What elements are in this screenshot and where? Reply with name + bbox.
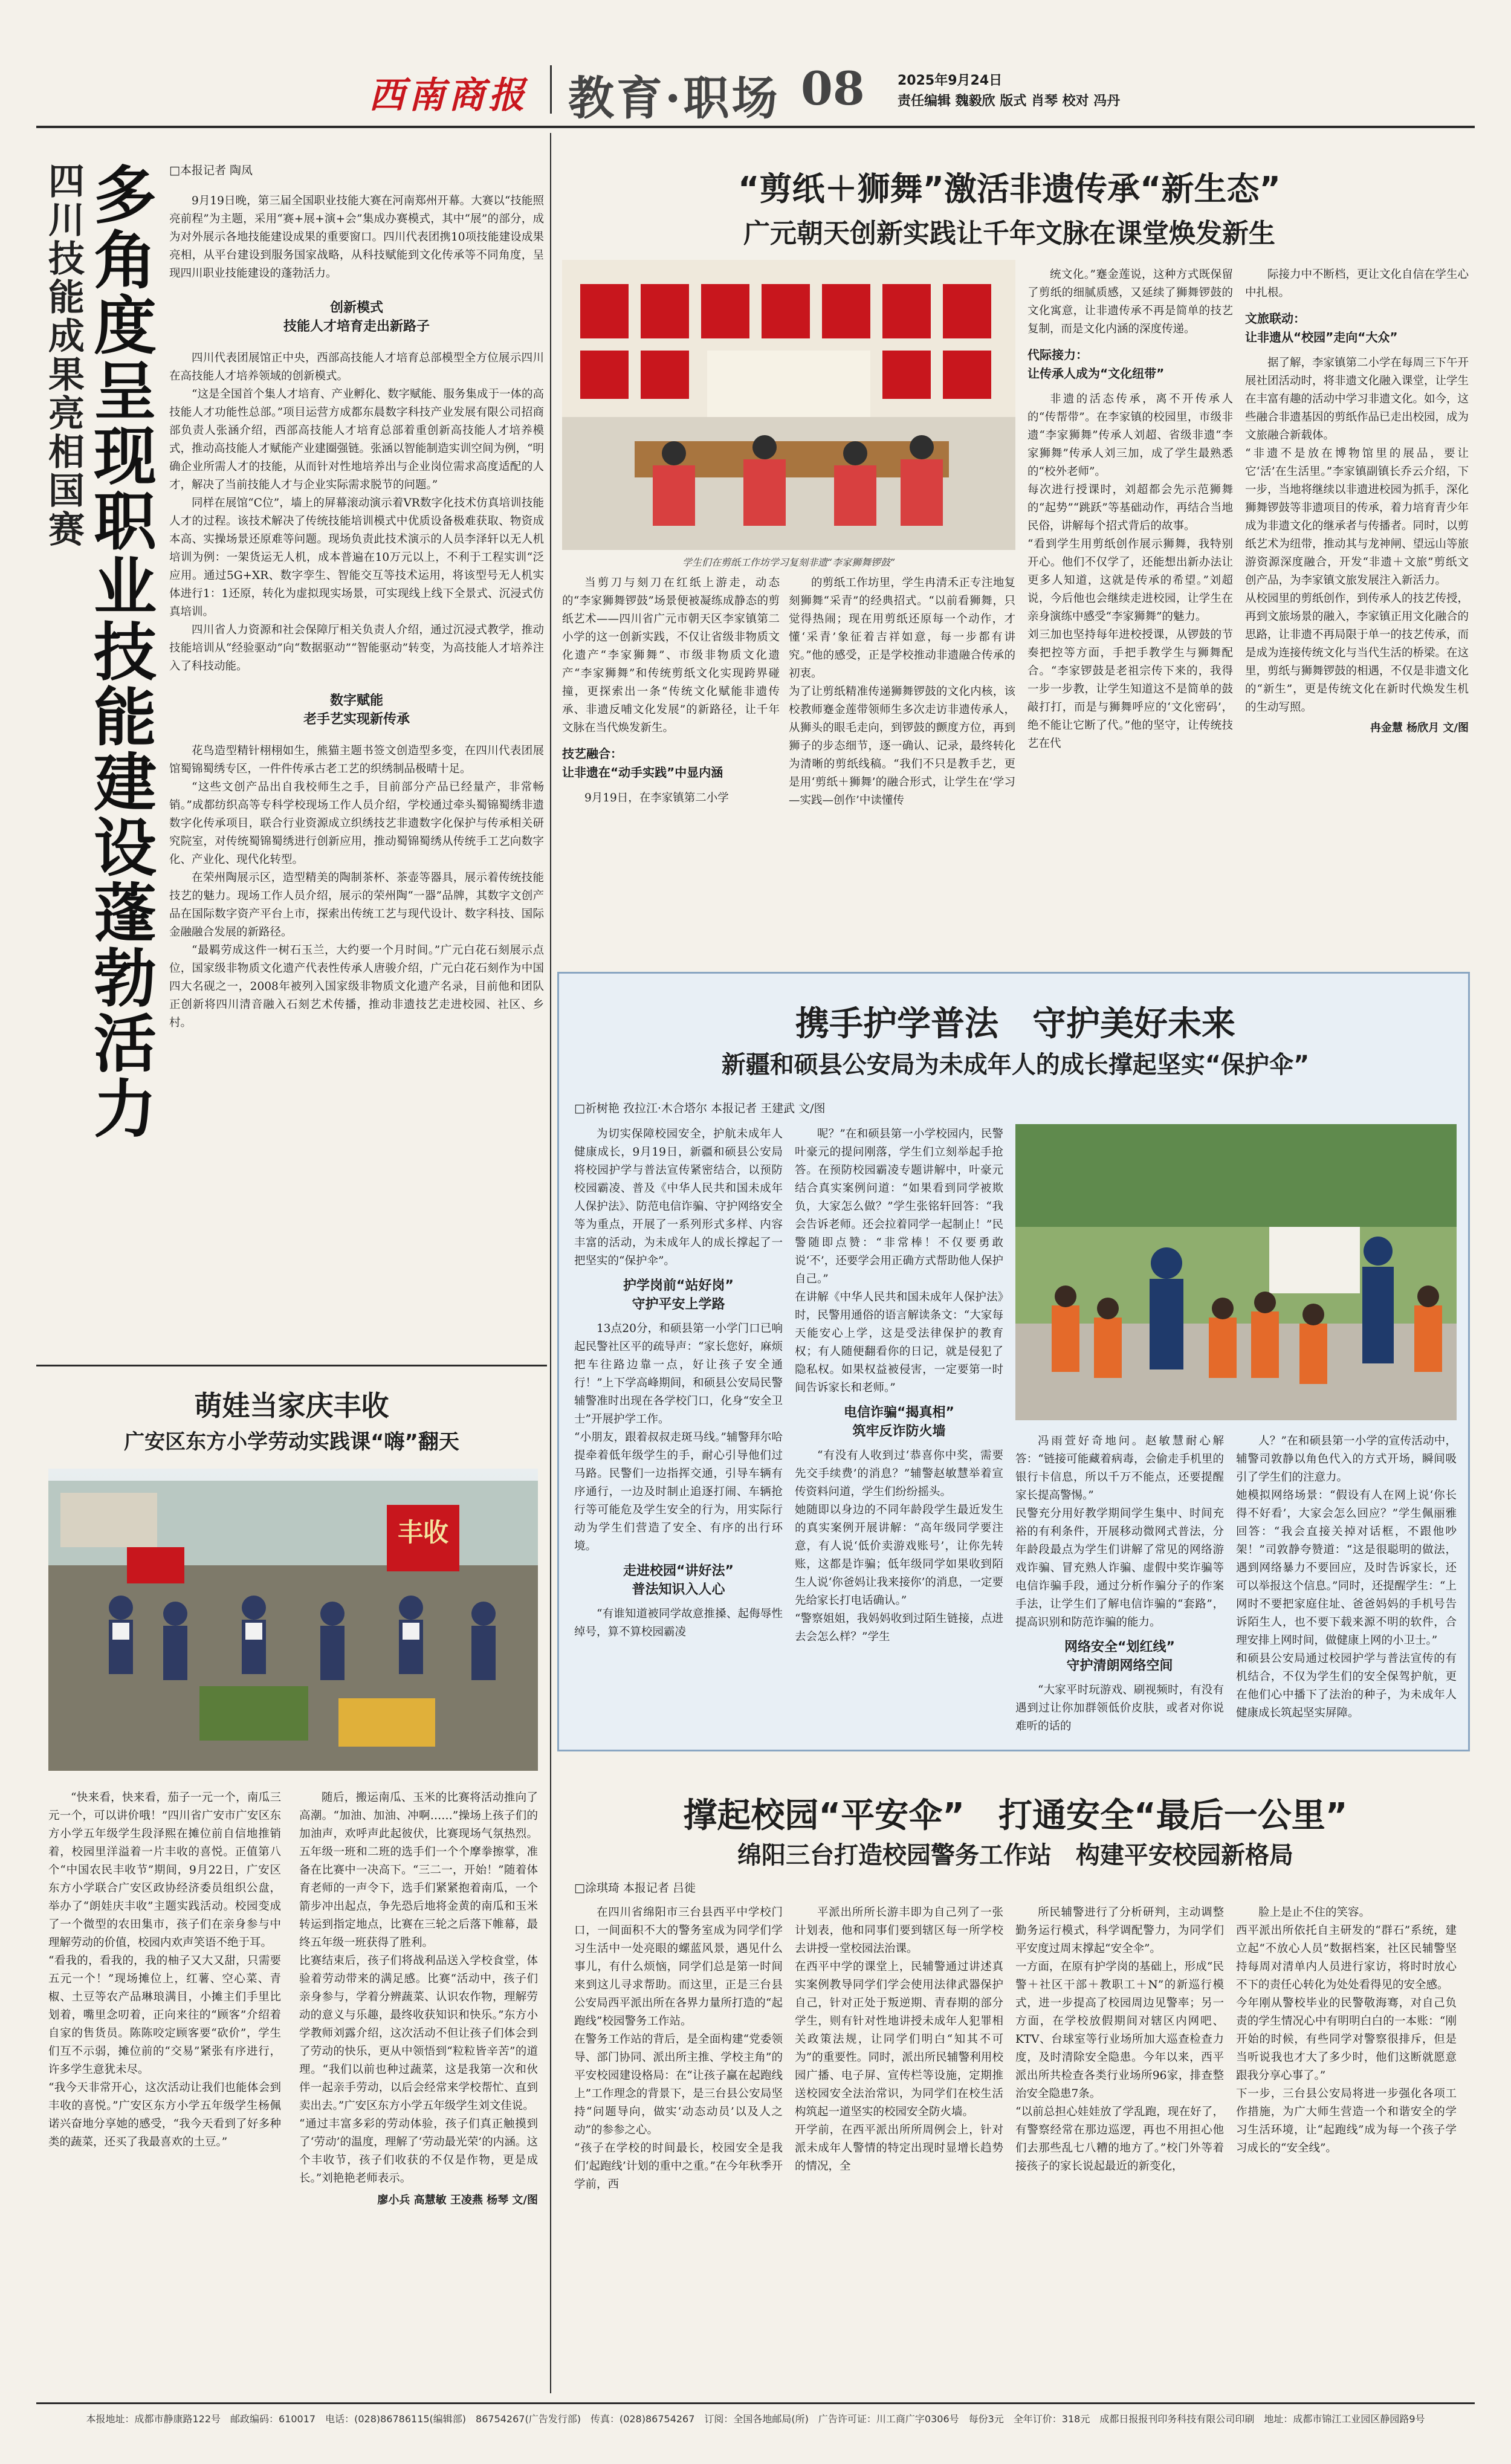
story3-title: 萌娃当家庆丰收: [194, 1389, 389, 1422]
story4-text: 冯雨萱好奇地问。赵敏慧耐心解答：“链接可能藏着病毒，会偷走手机里的银行卡信息，所以千万不能点，还要提醒家长提高警惕。” 民警充分用好教学期间学生集中、时间充裕的有利条件，开展移动微网式普法，分年龄段最点为学生们讲解了常见的网络游戏诈骗、冒充熟人诈骗、虚假中奖诈骗等电信诈骗手段，通过分析作骗分子的作案手法，让学生们了解电信诈骗的“套路”，提高识别和防范诈骗的能力。: [1015, 1435, 1224, 1629]
story5-text: 在四川省绵阳市三台县西平中学校门口，一间面积不大的警务室成为同学们学习生活中一处亮眼的螺蓝风景，遇见什么事儿，有什么烦恼，同学们总是第一时间来到这儿寻求帮助。而这里，正是三台县公安局西平派出所在各界力量所打造的“起跑线”校园警务工作站。 在警务工作站的背后，是全面构建“党委领导、部门协同、派出所主推、学校主角”的平安校园建设格局：在“让孩子赢在起跑线上”工作理念的背景下，是三台县公安局坚持“问题导向，做实‘动态动员’以及人之动”的参参之心。 “孩子在学校的时间最长，校园安全是我们‘起跑线’计划的重中之重。”在今年秋季开学前，西: [574, 1906, 783, 2191]
story3-col-2: [299, 1789, 538, 2210]
story2-col-1: [562, 574, 780, 807]
story1-paragraph: 花鸟造型精针栩栩如生，熊猫主题书签文创造型多变，在四川代表团展馆蜀锦蜀绣专区，一件件传承古老工艺的织绣制品极晴十足。: [169, 745, 544, 775]
left-column-divider: [36, 1365, 547, 1366]
story4-subhead-1: 护学岗前“站好岗” 守护平安上学路: [623, 1278, 734, 1312]
story4-subhead-2: 走进校园“讲好法” 普法知识入人心: [623, 1563, 734, 1597]
vertical-column-rule: [550, 133, 551, 2393]
story4-text: 呢？”在和硕县第一小学校园内，民警叶豪元的提问刚落，学生们立刻举起手抢答。在预防校园霸凌专题讲解中，叶豪元结合真实案例问道：“如果看到同学被欺负，大家怎么做？”学生张铭轩回答：“我会告诉老师。还会拉着同学一起制止！”民警随即点赞：“非常棒！不仅要勇敢说‘不’，还要学会用正确方式帮助他人保护自己。” 在讲解《中华人民共和国未成年人保护法》时，民警用通俗的语言解读条文：“大家每天能安心上学，这是受法律保护的教育权；有人随便翻看你的日记，就是侵犯了隐私权。如果权益被侵害，一定要第一时间告诉家长和老师。”: [795, 1128, 1003, 1394]
story2-subhead-2: 代际接力： 让传承人成为“文化纽带”: [1027, 348, 1165, 381]
story3-subtitle: 广安区东方小学劳动实践课“嗨”翻天: [124, 1430, 459, 1454]
story5-col-2: [795, 1904, 1003, 2176]
story5-col-1: [574, 1904, 783, 2194]
story5-col-3: [1015, 1904, 1224, 2176]
harvest-photo: [48, 1469, 538, 1771]
story2-subhead-1: 技艺融合： 让非遗在“动手实践”中显内涵: [562, 746, 723, 780]
story5-subtitle: 绵阳三台打造校园警务工作站 构建平安校园新格局: [737, 1842, 1293, 1869]
story1-paragraph: 在荣州陶展示区，造型精美的陶制茶杯、茶壶等器具，展示着传统技能技艺的魅力。现场工作人员介绍，展示的荣州陶“一器”品牌，其数字文创产品在国际数字资产平台上市，探索出传统工艺与现代设计、数字科技、国际金融融合发展的新路径。: [169, 871, 544, 939]
police-school-photo: [1015, 1124, 1457, 1420]
story4-text: 13点20分，和硕县第一小学门口已响起民警社区平的疏导声：“家长您好，麻烦把车往路边靠一点，好让孩子安全通行！”上下学高峰期间，和硕县公安局民警辅警准时出现在各学校门口，化身“安全卫士”开展护学工作。 “小朋友，跟着叔叔走斑马线。”辅警拜尔哈提牵着低年级学生的手，耐心引导他们过马路。民警们一边指挥交通，引导车辆有序通行，一边及时制止追逐打闹、车辆抢行等可能危及学生安全的行为，用实际行动为学生们营造了安全、有序的出行环境。: [574, 1322, 783, 1553]
story4-col-3: [1015, 1432, 1224, 1736]
section-title: 教育·职场: [568, 71, 780, 125]
story1-title: 多角度呈现职业技能建设蓬勃活力: [83, 162, 157, 1141]
story3-text: 随后，搬运南瓜、玉米的比赛将活动推向了高潮。“加油、加油、冲啊……”操场上孩子们的加油声，欢呼声此起彼伏，比赛现场气氛热烈。五年级一班和二班的选手们一个个摩拳擦掌，准备在比赛中一决高下。“三二一，开始！”随着体育老师的一声令下，选手们紧紧抱着南瓜，一个箭步冲出起点，争先恐后地将金黄的南瓜和玉米转运到指定地点，比赛在三轮之后落下帷幕，最终五年级一班获得了胜利。 比赛结束后，孩子们将战利品送入学校食堂，体验着劳动带来的满足感。比赛“活动中，孩子们亲身参与，学着分辨蔬菜、认识农作物，理解劳动的意义与乐趣，最终收获知识和快乐。”东方小学教师刘露介绍，这次活动不但让孩子们体会到了劳动的快乐，更从中领悟到“粒粒皆辛苦”的道理。“我们以前也种过蔬菜，这是我第一次和伙伴一起亲手劳动，以后会经常来学校帮忙、直到卖出去。”广安区东方小学五年级学生刘文佳说。 “通过丰富多彩的劳动体验，孩子们真正触摸到了‘劳动’的温度，理解了‘劳动最光荣’的内涵。这个丰收节，孩子们收获的不仅是作物，更是成长。”刘艳艳老师表示。: [299, 1791, 538, 2185]
newspaper-logo: 西南商报: [369, 74, 528, 117]
papercut-photo: [562, 260, 1015, 550]
story5-title: 撑起校园“平安伞” 打通安全“最后一公里”: [683, 1796, 1348, 1835]
story5-text: 脸上是止不住的笑容。 西平派出所依托自主研发的“群石”系统，建立起“不放心人员”数据档案，社区民辅警坚持每周对清单内人员进行家访，将时时放心不下的责任心转化为处处看得见的安全感。 今年刚从警校毕业的民警敬海骞，对自己负责的学生情况心中有明明白白的一本账：“刚开始的时候，有些同学对警察很排斥，但是当听说我也才大了多少时，他们这断就愿意跟我分享心事了。” 下一步，三台县公安局将进一步强化各项工作措施，为广大师生营造一个和谐安全的学习生活环境，让“起跑线”成为每一个孩子学习成长的“安全线”。: [1236, 1906, 1457, 2155]
story2-text: 际接力中不断档，更让文化自信在学生心中扎根。: [1245, 268, 1469, 299]
story2-text: 统文化。”蹇金莲说，这种方式既保留了剪纸的细腻质感，又延续了狮舞锣鼓的文化寓意，让非遗传承不再是简单的技艺复制，而是文化内涵的深度传递。: [1027, 268, 1233, 335]
story2-col-3: [1027, 266, 1233, 753]
story5-col-4: [1236, 1904, 1457, 2158]
page-number: 08: [801, 62, 865, 115]
story3-col-1: [48, 1789, 281, 2152]
story1-paragraph: “这是全国首个集人才培育、产业孵化、数字赋能、服务集成于一体的高技能人才功能性总部。”项目运营方成都东晨数字科技产业发展有限公司招商部负责人张涵介绍，西部高技能人才培育总部着重创新高技能人才培养模式，推动高技能人才赋能产业建圈强链。张涵以智能制造实训空间为例，“明确企业所需人才的技能，从而针对性地培养出与企业岗位需求高度适配的人才，解决了当前技能人才与企业实际需求脱节的问题。”: [169, 388, 544, 491]
story2-title: “剪纸＋狮舞”激活非遗传承“新生态”: [738, 170, 1281, 208]
papercut-photo-caption: 学生们在剪纸工作坊学习复刻非遗“李家狮舞锣鼓”: [682, 557, 896, 568]
story4-subhead-3: 电信诈骗“揭真相” 筑牢反诈防火墙: [844, 1405, 954, 1439]
story2-credit: 冉金慧 杨欣月 文/图: [1370, 722, 1469, 734]
story1-paragraph: “这些文创产品出自我校师生之手，目前部分产品已经量产，非常畅销。”成都纺织高等专科学校现场工作人员介绍，学校通过牵头蜀锦蜀绣非遗数字化传承项目，联合行业资源成立织绣技艺非遗数字化保护与传承相关研究院室，对传统蜀锦蜀绣进行创新应用，推动蜀锦蜀绣从传统手工艺向数字化、产业化、现代化转型。: [169, 781, 544, 866]
story1-subhead-1: 创新模式 技能人才培育走出新路子: [283, 300, 430, 334]
masthead-divider: [550, 65, 552, 114]
story2-text: 9月19日，在李家镇第二小学: [584, 792, 729, 804]
footer-rule: [36, 2402, 1475, 2404]
story2-text: 当剪刀与刻刀在红纸上游走，动态的“李家狮舞锣鼓”场景便被凝练成静态的剪纸艺术——四川省广元市朝天区李家镇第二小学的这一创新实践，不仅让省级非物质文化遗产“李家狮舞”、市级非物质文化遗产“李家狮舞”和传统剪纸文化实现跨界碰撞，更探索出一条“传统文化赋能非遗传承、非遗反哺文化发展”的新路径，让千年文脉在当代焕发新生。: [562, 577, 780, 734]
issue-date: 2025年9月24日: [898, 73, 1003, 88]
story1-subhead-2: 数字赋能 老手艺实现新传承: [303, 693, 410, 727]
svg-text:丰收: 丰收: [397, 1518, 449, 1547]
story2-text: 非遗的活态传承，离不开传承人的“传帮带”。在李家镇的校园里，市级非遗“李家狮舞”传承人刘超、省级非遗“李家狮舞”传承人刘三加，成了学生最熟悉的“校外老师”。 每次进行授课时，刘超都会先示范狮舞的“起势”“跳跃”等基础动作，再结合当地民俗，讲解每个招式背后的故事。 “看到学生用剪纸创作展示狮舞，我特别开心。他们不仅学了，还能想出新办法让更多人知道，这就是传承的希望。”刘超说，今后他也会继续走进校园，让学生在亲身演练中感受“李家狮舞”的魅力。 刘三加也坚持每年进校授课，从锣鼓的节奏把控等方面，手把手教学生与狮舞配合。“李家锣鼓是老祖宗传下来的，我得一步一步教，让学生知道这不是简单的鼓敲打打，而是与狮舞呼应的‘文化密码’，绝不能让它断了代。”他的坚守，让传统技艺在代: [1027, 393, 1233, 750]
story4-text: “大家平时玩游戏、刷视频时，有没有遇到过让你加群领低价皮肤，或者对你说难听的话的: [1015, 1684, 1224, 1733]
story3-credit: 廖小兵 高慧敏 王凌燕 杨琴 文/图: [377, 2194, 538, 2207]
story2-col-4: [1245, 266, 1469, 737]
story1-body: [169, 162, 544, 1032]
story1-paragraph: 四川省人力资源和社会保障厅相关负责人介绍，通过沉浸式教学，推动技能培训从“经验驱动”向“数据驱动”“智能驱动”转变，为高技能人才培养注入了科技动能。: [169, 624, 544, 673]
story1-subtitle: 四川技能成果亮相国赛: [42, 162, 85, 549]
story2-col-2: [789, 574, 1015, 810]
story4-subhead-4: 网络安全“划红线” 守护清朗网络空间: [1064, 1640, 1175, 1673]
story2-text: 据了解，李家镇第二小学在每周三下午开展社团活动时，将非遗文化融入课堂，让学生在丰富有趣的活动中学习非遗文化。如今，这些融合非遗基因的剪纸作品已走出校园，成为文旅融合新载体。 “非遗不是放在博物馆里的展品，要让它‘活’在生活里。”李家镇副镇长乔云介绍，下一步，当地将继续以非遗进校园为抓手，深化狮舞锣鼓等非遗项目的传承，着力培育青少年成为非遗文化的继承者与传播者。同时，以剪纸艺术为纽带，推动其与龙神闸、望远山等旅游资源深度融合，开发“非遗＋文旅”剪纸文创产品，为李家镇文旅发展注入新活力。 从校园里的剪纸创作，到传承人的技艺传授，再到文旅场景的融入，李家镇正用文化融合的思路，让非遗不再局限于单一的技艺传承，而是成为连接传统文化与当代生活的桥梁。在这里，剪纸与狮舞锣鼓的相遇，不仅是非遗文化的“新生”，更是传统文化在新时代焕发生机的生动写照。: [1245, 357, 1469, 714]
story4-col-4: [1236, 1432, 1457, 1722]
story1-paragraph: 9月19日晚，第三届全国职业技能大赛在河南郑州开幕。大赛以“技能照亮前程”为主题，采用“赛+展+演+会”集成办赛模式，其中“展”的部分，成为对外展示各地技能建设成果的重要窗口。四川代表团携10项技能建设成果亮相，从平台建设到服务国家战略，从科技赋能到文化传承等不同角度，呈现四川职业技能建设的蓬勃活力。: [169, 195, 544, 280]
page-editors: 责任编辑 魏毅欣 版式 肖琴 校对 冯丹: [898, 94, 1121, 109]
footer-info: 本报地址：成都市静康路122号 邮政编码：610017 电话：(028)86786115(编辑部) 86754267(广告发行部) 传真：(028)86754267 订阅：全国各地邮局(所) 广告许可证：川工商广字0306号 每份3元 全年订价：318元 成都日报报刊印务科技有限公司印刷 地址：成都市锦江工业园区静园路9号: [86, 2413, 1425, 2425]
story4-text: 人？”在和硕县第一小学的宣传活动中，辅警司敦静以角色代入的方式开场，瞬间吸引了学生们的注意力。 她模拟网络场景：“假设有人在网上说‘你长得不好看’，大家会怎么回应？”学生佩丽雅回答：“我会直接关掉对话框，不跟他吵架！”司敦静夸赞道：“这是很聪明的做法，遇到网络暴力不要回应，及时告诉家长，还可以举报这个信息。”同时，还提醒学生：“上网时不要把家庭住址、爸爸妈妈的手机号告诉陌生人，也不要下载来源不明的软件，合理安排上网时间，做健康上网的小卫士。” 和硕县公安局通过校园护学与普法宣传的有机结合，不仅为学生们的安全保驾护航，更在他们心中播下了法治的种子，为未成年人健康成长筑起坚实屏障。: [1236, 1435, 1457, 1719]
story4-col-1: [574, 1125, 783, 1641]
story1-byline: □本报记者 陶凤: [169, 164, 253, 177]
story4-text: 为切实保障校园安全，护航未成年人健康成长，9月19日，新疆和硕县公安局将校园护学与普法宣传紧密结合，以预防校园霸凌、普及《中华人民共和国未成年人保护法》、防范电信诈骗、守护网络安全等为重点，开展了一系列形式多样、内容丰富的活动，为未成年人的成长撑起了一把坚实的“保护伞”。: [574, 1128, 783, 1267]
story4-col-2: [795, 1125, 1003, 1646]
story5-byline: □涂琪琦 本报记者 吕徙: [574, 1881, 696, 1895]
story5-text: 所民辅警进行了分析研判，主动调整勤务运行模式，科学调配警力，为同学们平安度过周末撑起“安全伞”。 一方面，在原有护学岗的基础上，形成“民警＋社区干部＋教职工＋N”的新巡行模式，进一步提高了校园周边见警率；另一方面，在学校放假期间对辖区内网吧、KTV、台球室等行业场所加大巡查检查力度，及时清除安全隐患。今年以来，西平派出所共检查各类行业场所96家，排查整治安全隐患7条。 “以前总担心娃娃放了学乱跑，现在好了，有警察经常在那边巡逻，再也不用担心他们去那些乱七八糟的地方了。”校门外等着接孩子的家长说起最近的新变化，: [1015, 1906, 1224, 2173]
story4-subtitle: 新疆和硕县公安局为未成年人的成长撑起坚实“保护伞”: [721, 1051, 1310, 1079]
story4-title: 携手护学普法 守护美好未来: [795, 1004, 1235, 1044]
story4-byline: □祈树艳 孜拉江·木合塔尔 本报记者 王建武 文/图: [574, 1102, 826, 1115]
story5-text: 平派出所所长游丰即为自己列了一张计划表，他和同事们要到辖区每一所学校去讲授一堂校园法治课。 在西平中学的课堂上，民辅警通过讲述真实案例教导同学们学会使用法律武器保护自己，针对正处于叛逆期、青春期的部分学生，则有针对性地讲授未成年人犯罪相关政策法规，让同学们明白“知其不可为”的重要性。同时，派出所民辅警利用校园广播、电子屏、宣传栏等设施，定期推送校园安全法治常识，为同学们在校生活构筑起一道坚实的校园安全防火墙。 开学前，在西平派出所所周例会上，针对派未成年人警情的特定出现时显增长趋势的情况，全: [795, 1906, 1003, 2173]
story4-text: “有谁知道被同学故意推搡、起侮辱性绰号，算不算校园霸凌: [574, 1608, 783, 1638]
masthead: [266, 54, 1245, 125]
story1-paragraph: 四川代表团展馆正中央，西部高技能人才培育总部模型全方位展示四川在高技能人才培养领域的创新模式。: [169, 352, 544, 383]
story3-text: “快来看，快来看，茄子一元一个，南瓜三元一个，可以讲价哦！”四川省广安市广安区东方小学五年级学生段泽熙在摊位前自信地推销着，校园里洋溢着一片丰收的喜悦。正值第八个“中国农民丰收节”期间，9月22日，广安区东方小学联合广安区政协经济委员组织公盘，举办了“朗娃庆丰收”主题实践活动。校园变成了一个微型的农田集市，孩子们在亲身参与中理解劳动的价值，校园内欢声笑语不绝于耳。 “看我的，看我的，我的柚子又大又甜，只需要五元一个！”现场摊位上，红薯、空心菜、青椒、土豆等农产品琳琅满目，小摊主们手里比划着，嘴里念叨着，正向来往的“顾客”介绍着自家的售货员。陈陈咬定顾客要“砍价”，学生们互不示弱，摊位前的“交易”紧张有序进行，许多学生意犹未尽。 “我今天非常开心，这次活动让我们也能体会到丰收的喜悦。”广安区东方小学五年级学生杨佩诺兴奋地分享她的感受，“我今天看到了好多种类的蔬菜，还买了我最喜欢的土豆。”: [48, 1791, 281, 2149]
story2-subtitle: 广元朝天创新实践让千年文脉在课堂焕发新生: [743, 218, 1275, 249]
story1-paragraph: “最羁劳成这件一树石玉兰，大约要一个月时间。”广元白花石刻展示点位，国家级非物质文化遗产代表性传承人唐骏介绍，广元白花石刻作为中国四大名砚之一，2008年被列入国家级非物质文化遗产名录，目前他和团队正创新将四川清音融入石刻艺术传播，推动非遗技艺走进校园、社区、乡村。: [169, 944, 544, 1029]
story4-text: “有没有人收到过‘恭喜你中奖，需要先交手续费’的消息？”辅警赵敏慧举着宣传资料问道，学生们纷纷摇头。 她随即以身边的不同年龄段学生最近发生的真实案例开展讲解：“高年级同学要注意，有人说‘低价卖游戏账号’，让你先转账，这都是诈骗；低年级同学如果收到陌生人说‘你爸妈让我来接你’的消息，一定要先给家长打电话确认。” “警察姐姐，我妈妈收到过陌生链接，点进去会怎么样？”学生: [795, 1449, 1003, 1643]
story2-text: 的剪纸工作坊里，学生冉清禾正专注地复刻狮舞“采青”的经典招式。“以前看狮舞，只觉得热闹；现在用剪纸还原每一个动作，才懂‘采青’象征着吉祥如意，每一步都有讲究。”他的感受，正是学校推动非遗融合传承的初衷。 为了让剪纸精准传递狮舞锣鼓的文化内核，该校教师蹇金莲带领师生多次走访非遗传承人，从狮头的眼毛走向，到锣鼓的颤度方位，再到狮子的步态细节，逐一确认、记录，最终转化为清晰的剪纸线稿。“我们不只是教手艺，更是用‘剪纸＋狮舞’的融合形式，让学生在‘学习—实践—创作’中读懂传: [789, 577, 1015, 807]
story2-subhead-3: 文旅联动： 让非遗从“校园”走向“大众”: [1245, 311, 1398, 344]
masthead-rule: [36, 126, 1475, 128]
story1-paragraph: 同样在展馆“C位”，墙上的屏幕滚动演示着VR数字化技术仿真培训技能人才的过程。该技术解决了传统技能培训模式中优质设备极难获取、物资成本高、实操场景还原难等问题。现场负责此技术演示的人员李泽轩以无人机培训为例：一架货运无人机，成本普遍在10万元以上，不利于工程实训“泛应用。通过5G+XR、数字孪生、智能交互等技术运用，将该型号无人机实体进行1：1还原，转化为虚拟现实场景，可实现线上线下全景式、沉浸式仿真培训。: [169, 497, 544, 618]
